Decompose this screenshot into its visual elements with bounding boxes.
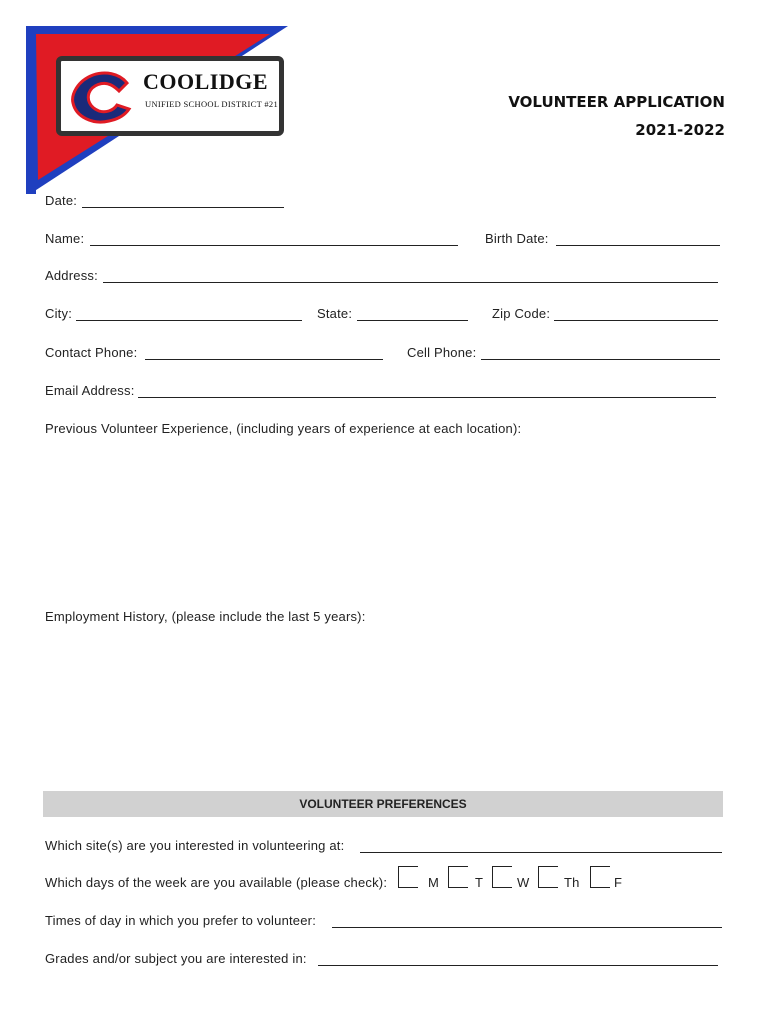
day-checkbox-monday[interactable] (398, 866, 418, 888)
grades-label: Grades and/or subject you are interested in: (45, 951, 307, 966)
address-field[interactable] (103, 282, 718, 283)
form-title (425, 88, 725, 144)
times-field[interactable] (332, 927, 722, 928)
email-field[interactable] (138, 397, 716, 398)
day-checkboxes (398, 866, 658, 892)
grades-field[interactable] (318, 965, 718, 966)
name-label: Name: (45, 231, 85, 246)
zip-field[interactable] (554, 320, 718, 321)
logo-badge (56, 56, 284, 136)
zip-label: Zip Code: (492, 306, 551, 321)
city-label: City: (45, 306, 72, 321)
state-label: State: (317, 306, 353, 321)
day-checkbox-tuesday[interactable] (448, 866, 468, 888)
logo-subtitle: UNIFIED SCHOOL DISTRICT #21 (145, 99, 279, 109)
birth-date-label: Birth Date: (485, 231, 549, 246)
city-field[interactable] (76, 320, 302, 321)
email-label: Email Address: (45, 383, 135, 398)
previous-experience-area[interactable] (45, 440, 720, 600)
logo-name: COOLIDGE (143, 69, 269, 94)
days-label: Which days of the week are you available (please check): (45, 875, 388, 890)
cell-phone-label: Cell Phone: (407, 345, 477, 360)
day-checkbox-wednesday[interactable] (492, 866, 512, 888)
day-checkbox-friday-base (590, 887, 610, 888)
date-field[interactable] (82, 207, 284, 208)
day-checkbox-tuesday-base (448, 887, 468, 888)
district-logo (22, 22, 294, 198)
day-label-friday: F (614, 875, 623, 890)
name-field[interactable] (90, 245, 458, 246)
day-checkbox-friday[interactable] (590, 866, 610, 888)
day-checkbox-thursday-base (538, 887, 558, 888)
cell-phone-field[interactable] (481, 359, 720, 360)
previous-experience-label: Previous Volunteer Experience, (including years of experience at each location): (45, 421, 522, 436)
sites-label: Which site(s) are you interested in volunteering at: (45, 838, 345, 853)
day-checkbox-monday-base (398, 887, 418, 888)
form-year: 2021-2022 (635, 121, 725, 139)
volunteer-preferences-heading: VOLUNTEER PREFERENCES (43, 791, 723, 817)
contact-phone-label: Contact Phone: (45, 345, 138, 360)
sites-field[interactable] (360, 852, 722, 853)
employment-history-area[interactable] (45, 628, 720, 778)
day-label-wednesday: W (517, 875, 530, 890)
times-label: Times of day in which you prefer to volunteer: (45, 913, 317, 928)
contact-phone-field[interactable] (145, 359, 383, 360)
birth-date-field[interactable] (556, 245, 720, 246)
day-label-thursday: Th (564, 875, 580, 890)
employment-history-label: Employment History, (please include the last 5 years): (45, 609, 366, 624)
day-label-monday: M (428, 875, 440, 890)
day-checkbox-wednesday-base (492, 887, 512, 888)
form-title-text: VOLUNTEER APPLICATION (508, 93, 725, 111)
day-label-tuesday: T (475, 875, 484, 890)
date-label: Date: (45, 193, 78, 208)
state-field[interactable] (357, 320, 468, 321)
day-checkbox-thursday[interactable] (538, 866, 558, 888)
address-label: Address: (45, 268, 98, 283)
letter-c-emblem-icon (69, 69, 135, 125)
